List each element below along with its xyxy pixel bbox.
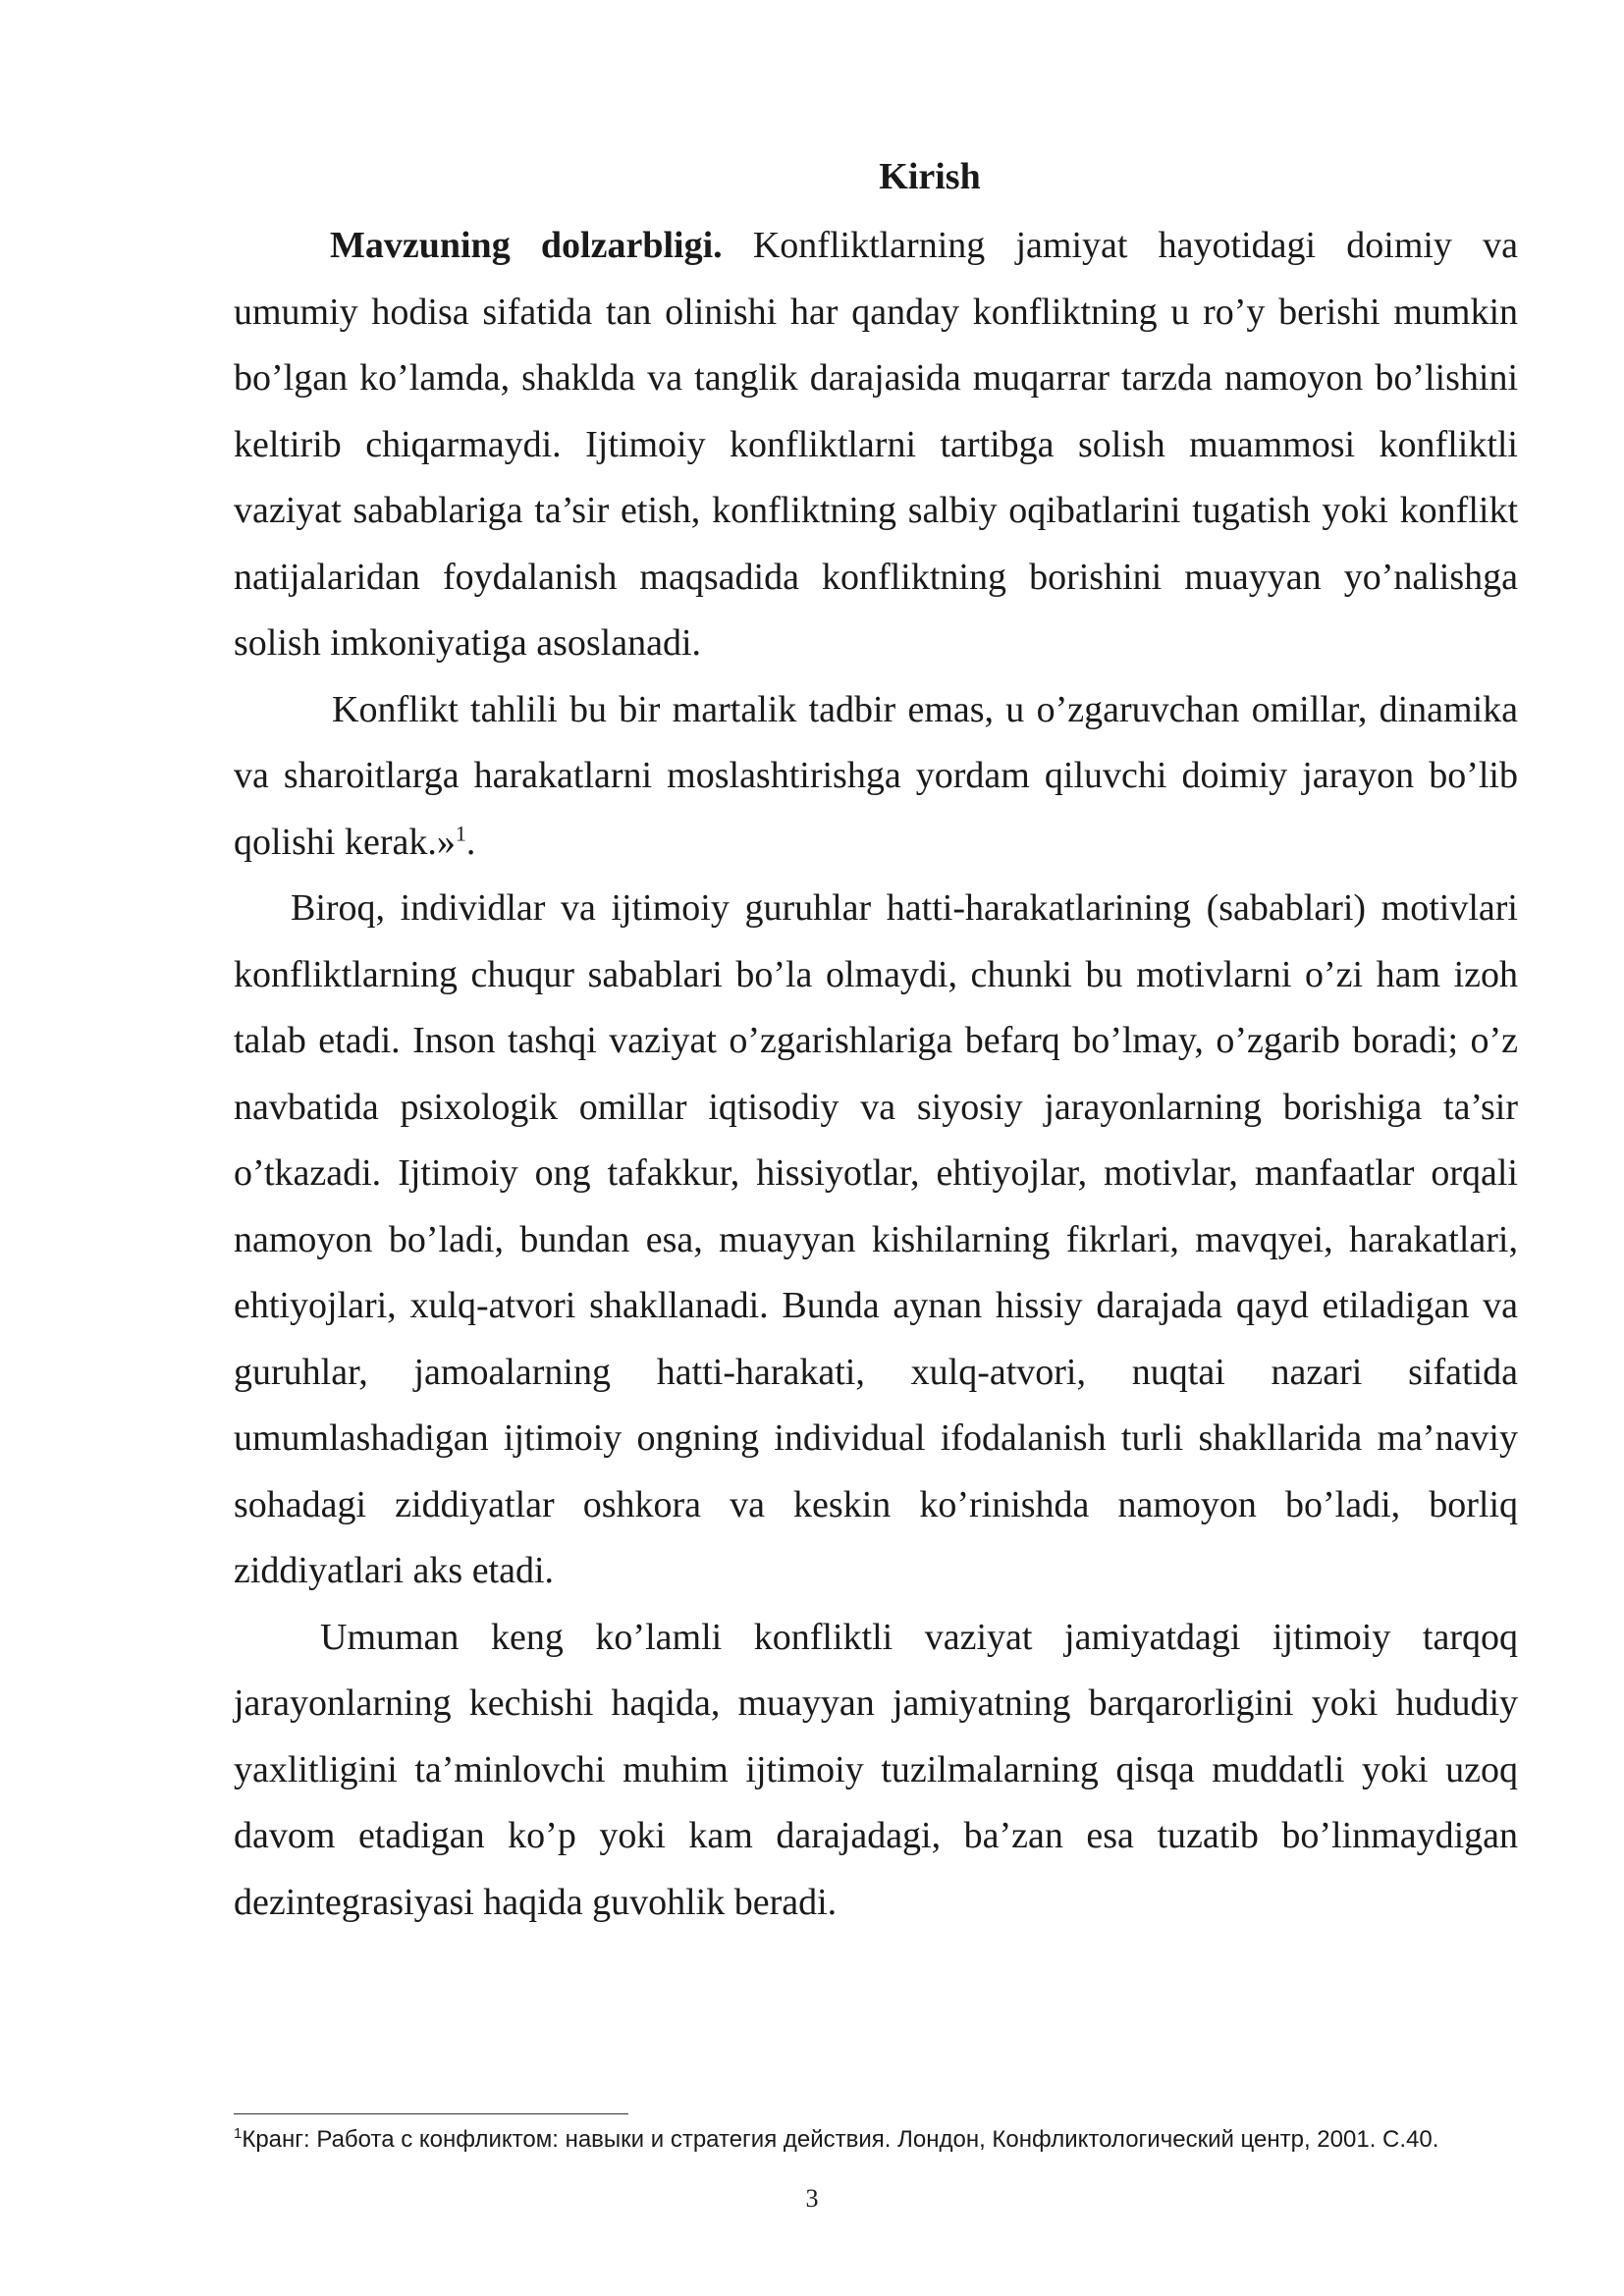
paragraph-motives: [234, 876, 1518, 1605]
paragraph-text: Konflikt tahlili bu bir martalik tadbir emas, u o’zgaruvchan omillar, dinamika va sharoitlarga harakatlarni moslashtirishga yordam qiluvchi doimiy jarayon bo’lib qolishi kerak.»: [234, 688, 1518, 863]
document-body: [234, 213, 1518, 1936]
paragraph-text: Konfliktlarning jamiyat hayotidagi doimiy va umumiy hodisa sifatida tan olinishi har qanday konfliktning u ro’y berishi mumkin bo’lgan ko’lamda, shaklda va tanglik darajasida muqarrar tarzda namoyon bo’lishini keltirib chiqarmaydi. Ijtimoiy konfliktlarni tartibga solish muammosi konfliktli vaziyat sabablariga ta’sir etish, konfliktning salbiy oqibatlarini tugatish yoki konflikt natijalaridan foydalanish maqsadida konfliktning borishini muayyan yo’nalishga solish imkoniyatiga asoslanadi.: [234, 225, 1519, 664]
footnote-marker: 1: [234, 2125, 243, 2142]
page-number: 3: [805, 2184, 819, 2213]
paragraph-end-punctuation: .: [465, 821, 476, 863]
paragraph-lead-heading: Mavzuning dolzarbligi.: [330, 225, 723, 266]
paragraph-text: Biroq, individlar va ijtimoiy guruhlar hatti-harakatlarining (sabablari) motivlari konfliktlarning chuqur sabablari bo’la olmaydi, chunki bu motivlarni o’zi ham izoh talab etadi. Inson tashqi vaziyat o’zgarishlariga befarq bo’lmay, o’zgarib boradi; o’z navbatida psixologik omillar iqtisodiy va siyosiy jarayonlarning borishiga ta’sir o’tkazadi. Ijtimoiy ong tafakkur, hissiyotlar, ehtiyojlar, motivlar, manfaatlar orqali namoyon bo’ladi, bundan esa, muayyan kishilarning fikrlari, mavqyei, harakatlari, ehtiyojlari, xulq-atvori shakllanadi. Bunda aynan hissiy darajada qayd etiladigan va guruhlar, jamoalarning hatti-harakati, xulq-atvori, nuqtai nazari sifatida umumlashadigan ijtimoiy ongning individual ifodalanish turli shakllarida ma’naviy sohadagi ziddiyatlar oshkora va keskin ko’rinishda namoyon bo’ladi, borliq ziddiyatlari aks etadi.: [234, 887, 1518, 1591]
page-title: Kirish: [879, 156, 981, 197]
paragraph-relevance: [234, 213, 1518, 677]
paragraph-conflict-analysis: [234, 677, 1518, 877]
footnote-text: Кранг: Работа с конфликтом: навыки и стратегия действия. Лондон, Конфликтологический центр, 2001. С.40.: [242, 2126, 1439, 2153]
footnote-reference[interactable]: 1: [455, 820, 466, 845]
footnote-separator: [234, 2113, 628, 2114]
footnote: [234, 2123, 1518, 2157]
paragraph-text: Umuman keng ko’lamli konfliktli vaziyat jamiyatdagi ijtimoiy tarqoq jarayonlarning kechishi haqida, muayyan jamiyatning barqarorligini yoki hududiy yaxlitligini ta’minlovchi muhim ijtimoiy tuzilmalarning qisqa muddatli yoki uzoq davom etadigan ko’p yoki kam darajadagi, ba’zan esa tuzatib bo’linmaydigan dezintegrasiyasi haqida guvohlik beradi.: [234, 1616, 1518, 1923]
paragraph-conclusion: [234, 1605, 1518, 1937]
